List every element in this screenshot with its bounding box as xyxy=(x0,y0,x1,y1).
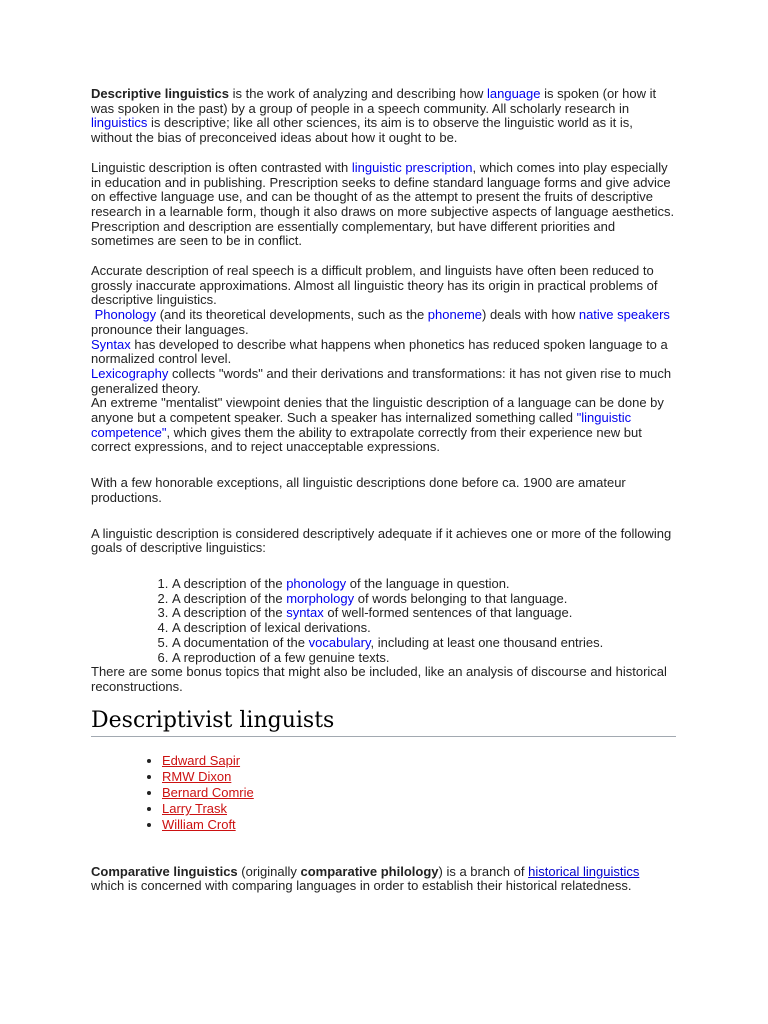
paragraph-mentalist xyxy=(91,396,676,455)
link-phonology[interactable]: Phonology xyxy=(94,307,157,323)
text: of the language in question. xyxy=(346,575,510,591)
bold-term: Comparative linguistics xyxy=(91,863,238,879)
text: A documentation of the xyxy=(172,634,309,650)
paragraph-adequacy xyxy=(91,527,676,556)
list-item xyxy=(162,817,676,833)
text: , including at least one thousand entries. xyxy=(370,634,604,650)
text: (and its theoretical developments, such as the xyxy=(156,307,428,323)
text: An extreme "mentalist" viewpoint denies that the linguistic description of a language can be done by anyone but a competent speaker. Such a speaker has internalized something called xyxy=(91,395,664,426)
link-phonology-goal[interactable]: phonology xyxy=(286,575,347,591)
paragraph-syntax xyxy=(91,338,676,367)
text: , which gives them the ability to extrapolate correctly from their experience new but correct expressions, and to reject unacceptable expressions. xyxy=(91,424,642,455)
list-item xyxy=(162,785,676,801)
goal-item xyxy=(172,592,676,607)
text: , which comes into play especially in education and in publishing. Prescription seeks to define standard language forms and give advice on effective language use, and can be thought of as the attempt to present the fruits of descriptive research in a learnable form, though it also draws on more subjective aspects of language aesthetics. Prescription and description are essentially complementary, but have different priorities and sometimes are seen to be in conflict. xyxy=(91,159,675,249)
goal-item xyxy=(172,606,676,621)
link-morphology[interactable]: morphology xyxy=(286,590,355,606)
list-item xyxy=(162,753,676,769)
paragraph-comparative xyxy=(91,865,676,894)
link-linguistic-prescription[interactable]: linguistic prescription xyxy=(351,159,473,175)
goal-item xyxy=(172,651,676,666)
text: There are some bonus topics that might also be included, like an analysis of discourse and historical reconstructions. xyxy=(91,664,667,694)
text: A description of the xyxy=(172,590,287,606)
text: has developed to describe what happens when phonetics has reduced spoken language to a normalized control level. xyxy=(91,336,668,367)
bold-term: Descriptive linguistics xyxy=(91,86,229,101)
paragraph-phonology xyxy=(91,308,676,337)
link-rmw-dixon[interactable]: RMW Dixon xyxy=(162,768,232,784)
text: ) is a branch of xyxy=(438,863,529,879)
paragraph-prescription xyxy=(91,161,676,249)
link-historical-linguistics[interactable]: historical linguistics xyxy=(528,863,640,879)
link-syntax[interactable]: Syntax xyxy=(91,336,131,352)
text: is the work of analyzing and describing how xyxy=(229,86,487,101)
list-item xyxy=(162,801,676,817)
paragraph-honorable-exceptions xyxy=(91,476,676,505)
text: A description of the xyxy=(172,605,287,621)
link-bernard-comrie[interactable]: Bernard Comrie xyxy=(162,785,254,801)
goal-item xyxy=(172,621,676,636)
text: A description of the xyxy=(172,575,287,591)
link-edward-sapir[interactable]: Edward Sapir xyxy=(162,752,241,768)
link-syntax-goal[interactable]: syntax xyxy=(286,605,324,621)
link-phoneme[interactable]: phoneme xyxy=(427,307,483,323)
link-vocabulary[interactable]: vocabulary xyxy=(308,634,371,650)
paragraph-lexicography xyxy=(91,367,676,396)
section-heading: Descriptivist linguists xyxy=(91,707,676,737)
link-linguistics[interactable]: linguistics xyxy=(91,115,148,131)
text: ) deals with how xyxy=(482,307,579,323)
link-language[interactable]: language xyxy=(486,86,541,101)
text: Accurate description of real speech is a difficult problem, and linguists have often been reduced to grossly inaccurate approximations. Almost all linguistic theory has its origin in practical problems of descriptive linguistics. xyxy=(91,263,658,308)
link-lexicography[interactable]: Lexicography xyxy=(91,365,169,381)
goals-list xyxy=(91,577,676,665)
goal-item xyxy=(172,636,676,651)
text: With a few honorable exceptions, all linguistic descriptions done before ca. 1900 are amateur productions. xyxy=(91,475,626,505)
text: of well-formed sentences of that language. xyxy=(323,605,573,621)
list-item xyxy=(162,769,676,785)
text: Linguistic description is often contrasted with xyxy=(91,159,352,175)
text: is descriptive; like all other sciences, its aim is to observe the linguistic world as it is, without the bias of preconceived ideas about how it ought to be. xyxy=(91,115,633,146)
text: collects "words" and their derivations and transformations: it has not given rise to much generalized theory. xyxy=(91,365,672,396)
bold-term: comparative philology xyxy=(300,863,439,879)
text: A description of lexical derivations. xyxy=(172,620,371,636)
text: is spoken (or how it was spoken in the past) by a group of people in a speech community. All scholarly research in xyxy=(91,86,657,116)
text: (originally xyxy=(237,863,301,879)
link-william-croft[interactable]: William Croft xyxy=(162,817,236,833)
document-page xyxy=(91,87,676,894)
text: pronounce their languages. xyxy=(91,321,249,337)
text: A linguistic description is considered descriptively adequate if it achieves one or more of the following goals of descriptive linguistics: xyxy=(91,525,672,556)
text: of words belonging to that language. xyxy=(354,590,568,606)
text: A reproduction of a few genuine texts. xyxy=(172,649,390,665)
text: which is concerned with comparing languages in order to establish their historical relatedness. xyxy=(91,878,632,894)
link-larry-trask[interactable]: Larry Trask xyxy=(162,801,228,817)
goal-item xyxy=(172,577,676,592)
paragraph-intro xyxy=(91,87,676,146)
link-linguistic-competence[interactable]: "linguistic competence" xyxy=(91,410,632,440)
link-native-speakers[interactable]: native speakers xyxy=(578,307,670,323)
linguists-list xyxy=(91,753,676,834)
paragraph-bonus-topics xyxy=(91,665,676,694)
paragraph-accurate-description xyxy=(91,264,676,308)
